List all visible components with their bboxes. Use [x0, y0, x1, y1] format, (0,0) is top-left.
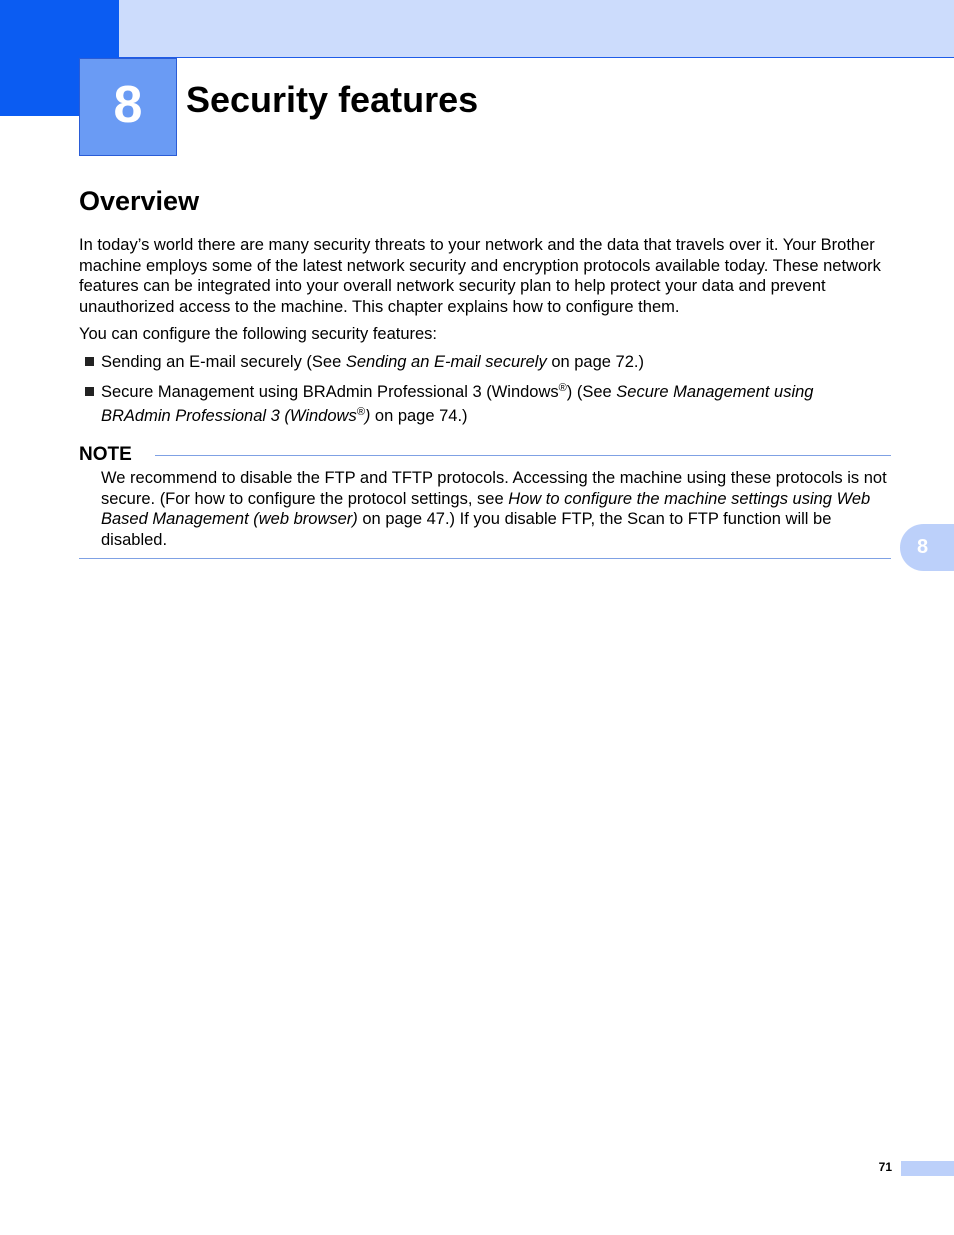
- page-number-bar: [901, 1161, 954, 1176]
- chapter-number-box: [79, 58, 177, 156]
- list-item-suffix: on page 72.): [546, 353, 644, 371]
- list-item-middle: ) (See: [566, 383, 617, 401]
- note-body: [101, 468, 891, 550]
- section-heading: Overview: [79, 186, 200, 216]
- chapter-title: Security features: [186, 79, 479, 120]
- cross-reference-link[interactable]: Sending an E-mail securely: [345, 353, 547, 371]
- chapter-side-tab[interactable]: [900, 524, 954, 571]
- note-top-rule: [155, 455, 891, 456]
- cross-reference-text: Secure Management using BRAdmin Professional 3 (Windows: [101, 383, 814, 425]
- registered-mark: ®: [558, 382, 567, 394]
- registered-mark: ®: [356, 406, 365, 418]
- chapter-number: 8: [113, 76, 143, 134]
- chapter-divider: [176, 58, 177, 155]
- note-text-prefix: We recommend to disable the FTP and TFTP protocols. Accessing the machine using these protocols is not secure. (For how to configure the protocol settings, see: [101, 469, 887, 508]
- list-item: [79, 380, 879, 428]
- list-item-prefix: Sending an E-mail securely (See: [101, 353, 346, 371]
- note-bottom-rule: [79, 558, 891, 559]
- list-item-text: [101, 350, 879, 374]
- cross-reference-end: ): [364, 407, 371, 425]
- cross-reference-link[interactable]: How to configure the machine settings using Web Based Management (web browser): [101, 489, 871, 528]
- square-bullet-icon: [85, 357, 94, 366]
- square-bullet-icon: [85, 387, 94, 396]
- list-item-suffix: on page 74.): [370, 407, 468, 425]
- list-item-prefix: Secure Management using BRAdmin Professional 3 (Windows: [101, 383, 559, 401]
- page-number: 71: [878, 1160, 892, 1174]
- list-item: [79, 350, 879, 374]
- configure-paragraph: You can configure the following security features:: [79, 325, 438, 343]
- header-band: [119, 0, 954, 58]
- side-tab-number: 8: [917, 536, 929, 558]
- list-item-text: [101, 380, 879, 428]
- note-text-suffix: on page 47.) If you disable FTP, the Scan to FTP function will be disabled.: [101, 510, 832, 549]
- intro-paragraph: In today’s world there are many security threats to your network and the data that travels over it. Your Brother machine employs some of the latest network security and encryption protocols available today. These network features can be integrated into your overall network security plan to help protect your data and prevent unauthorized access to the machine. This chapter explains how to configure them.: [79, 236, 881, 316]
- note-label: NOTE: [79, 444, 132, 465]
